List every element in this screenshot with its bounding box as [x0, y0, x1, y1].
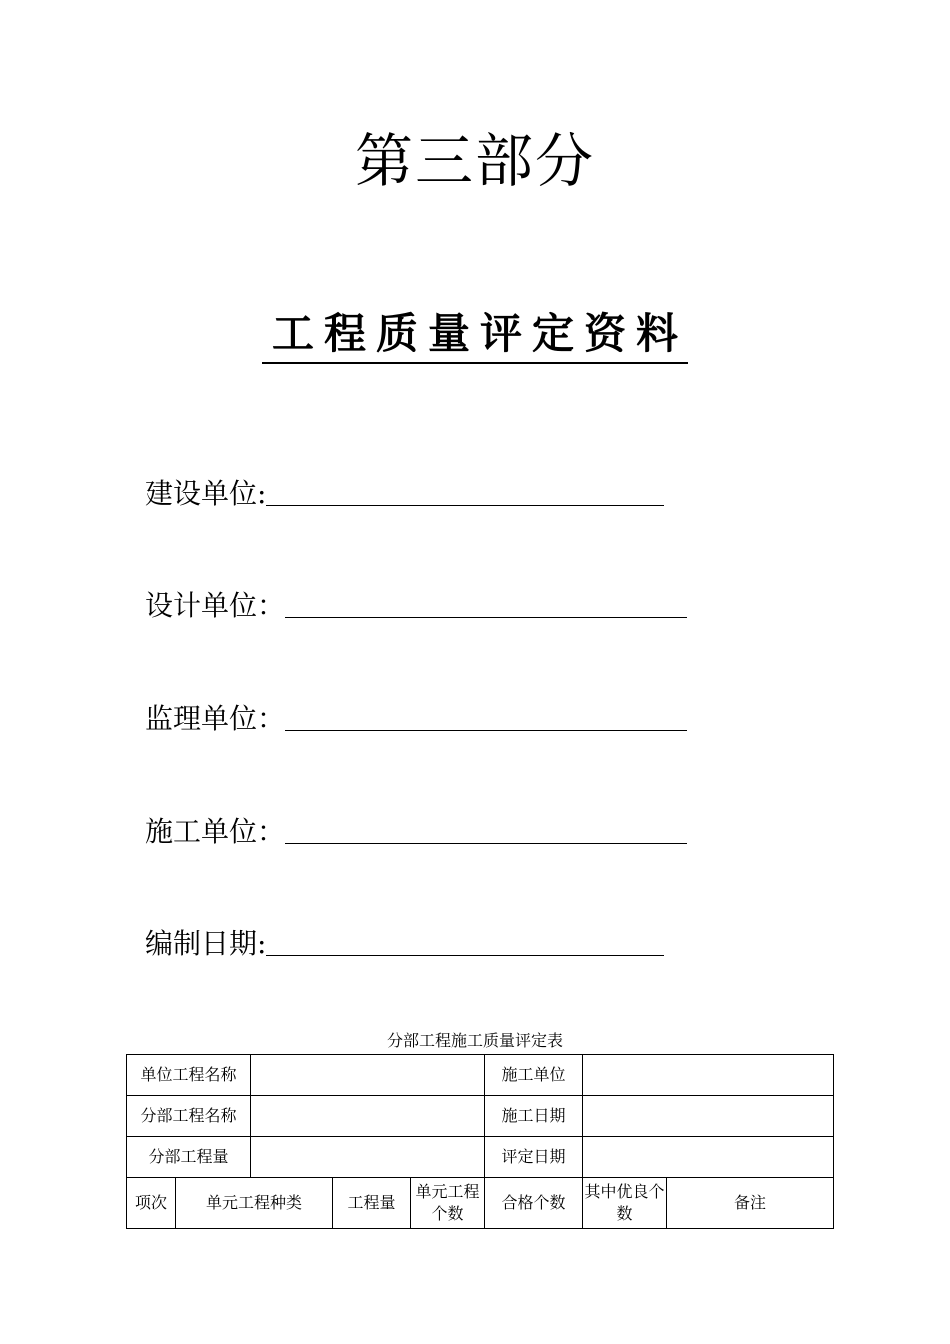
- field-label: 监理单位：: [145, 702, 286, 735]
- cell-value-construction-date[interactable]: [583, 1096, 834, 1137]
- fill-in-line[interactable]: [266, 475, 664, 506]
- column-header-qualified-count: 合格个数: [485, 1178, 583, 1229]
- cell-label-construction-date: 施工日期: [485, 1096, 583, 1137]
- cell-label-sub-project-quantity: 分部工程量: [127, 1137, 251, 1178]
- column-header-item-no: 项次: [127, 1178, 176, 1229]
- table-row: [127, 1055, 834, 1096]
- field-label: 建设单位:: [145, 477, 267, 510]
- cell-value-contractor[interactable]: [583, 1055, 834, 1096]
- cell-value-evaluation-date[interactable]: [583, 1137, 834, 1178]
- table-row: [127, 1137, 834, 1178]
- column-header-excellent-count: 其中优良个数: [583, 1178, 667, 1229]
- field-contractor-unit: [145, 806, 687, 850]
- fill-in-line[interactable]: [285, 587, 687, 618]
- table-caption: 分部工程施工质量评定表: [386, 1031, 563, 1050]
- quality-evaluation-table: [126, 1054, 834, 1229]
- fill-in-line[interactable]: [285, 813, 687, 844]
- cell-label-contractor: 施工单位: [485, 1055, 583, 1096]
- document-title: [0, 306, 950, 364]
- field-label: 施工单位：: [145, 815, 286, 848]
- field-supervision-unit: [145, 693, 687, 737]
- cell-value-unit-project-name[interactable]: [251, 1055, 485, 1096]
- column-header-remarks: 备注: [667, 1178, 834, 1229]
- fill-in-line[interactable]: [266, 925, 664, 956]
- cell-label-sub-project-name: 分部工程名称: [127, 1096, 251, 1137]
- fill-in-line[interactable]: [285, 700, 687, 731]
- cell-label-evaluation-date: 评定日期: [485, 1137, 583, 1178]
- table-row: [127, 1096, 834, 1137]
- cell-value-sub-project-name[interactable]: [251, 1096, 485, 1137]
- part-title: 第三部分: [354, 127, 595, 195]
- field-compile-date: [145, 918, 664, 962]
- column-header-quantity: 工程量: [333, 1178, 411, 1229]
- table-header-row: [127, 1178, 834, 1229]
- cell-label-unit-project-name: 单位工程名称: [127, 1055, 251, 1096]
- column-header-unit-count: 单元工程个数: [411, 1178, 485, 1229]
- column-header-unit-type: 单元工程种类: [176, 1178, 333, 1229]
- field-label: 设计单位：: [145, 589, 286, 622]
- document-title-text: 工程质量评定资料: [262, 306, 688, 364]
- cell-value-sub-project-quantity[interactable]: [251, 1137, 485, 1178]
- field-design-unit: [145, 580, 687, 624]
- field-construction-unit: [145, 468, 664, 512]
- field-label: 编制日期:: [145, 927, 267, 960]
